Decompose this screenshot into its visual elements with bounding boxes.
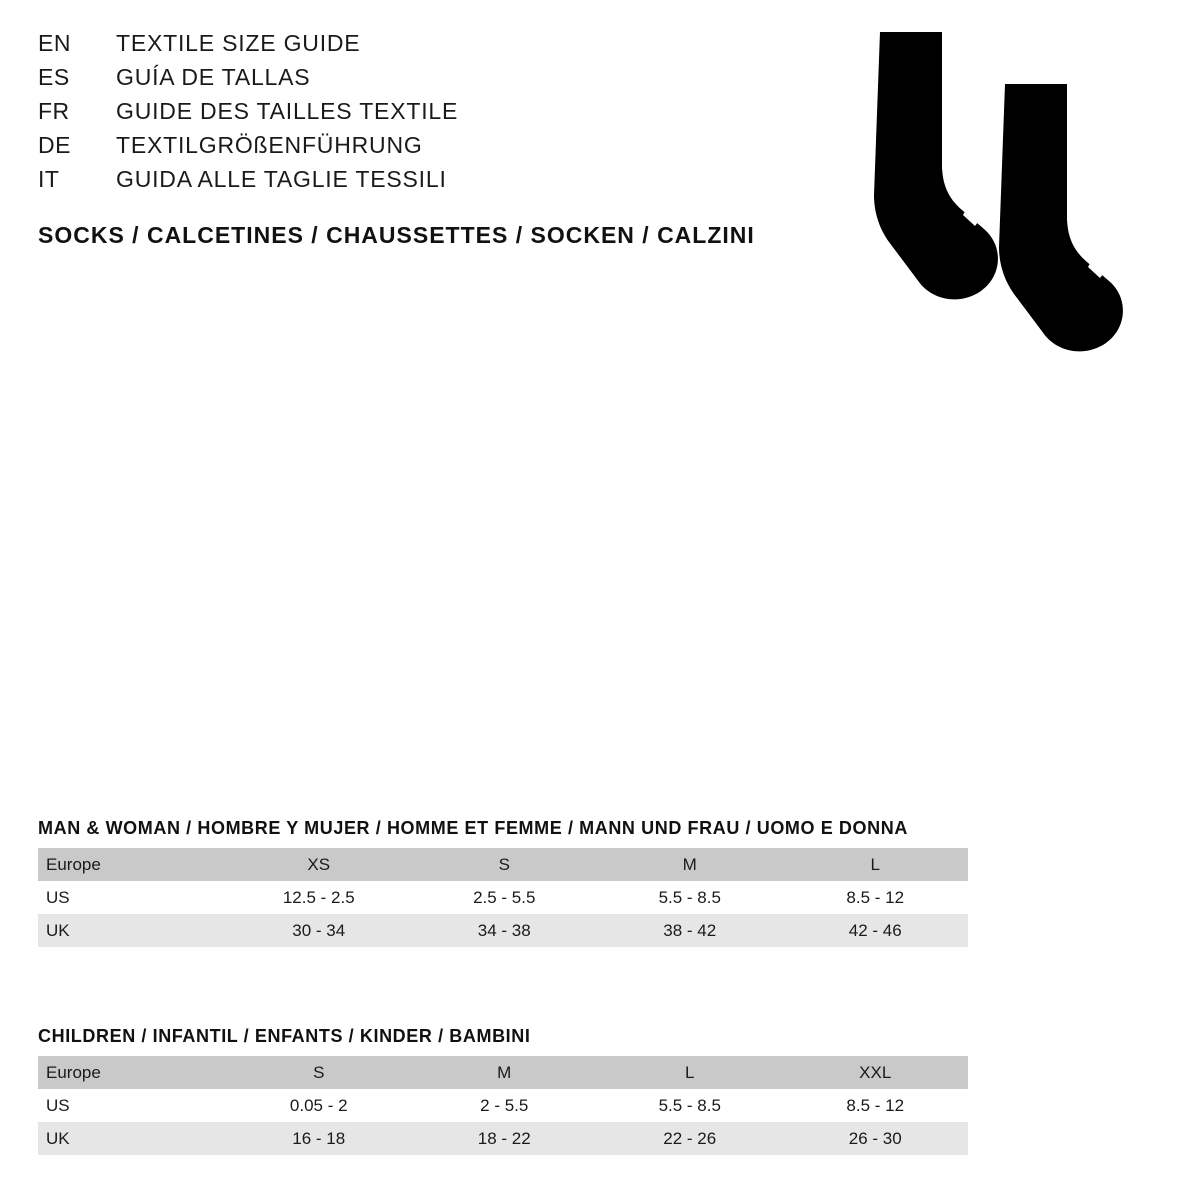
table-cell: S [412, 848, 598, 881]
socks-pair-icon [800, 22, 1140, 362]
row-label: Europe [38, 848, 226, 881]
table-cell: 38 - 42 [597, 914, 783, 947]
row-label: US [38, 881, 226, 914]
table-row [38, 914, 968, 947]
table-cell: L [597, 1056, 783, 1089]
adults-size-table [38, 848, 968, 947]
table-cell: 42 - 46 [783, 914, 969, 947]
table-cell: 0.05 - 2 [226, 1089, 412, 1122]
language-list [38, 30, 758, 200]
table-row [38, 1089, 968, 1122]
adults-size-section [38, 818, 968, 947]
language-label: TEXTILE SIZE GUIDE [116, 30, 361, 56]
language-label: GUÍA DE TALLAS [116, 64, 311, 90]
table-cell: XXL [783, 1056, 969, 1089]
table-cell: 5.5 - 8.5 [597, 1089, 783, 1122]
row-label: UK [38, 914, 226, 947]
language-code: DE [38, 132, 71, 158]
table-row [38, 848, 968, 881]
table-cell: 8.5 - 12 [783, 881, 969, 914]
table-cell: 26 - 30 [783, 1122, 969, 1155]
language-row-fr [38, 98, 758, 132]
table-cell: 8.5 - 12 [783, 1089, 969, 1122]
language-code: FR [38, 98, 70, 124]
children-size-table [38, 1056, 968, 1155]
table-cell: S [226, 1056, 412, 1089]
table-row [38, 881, 968, 914]
children-section-heading: CHILDREN / INFANTIL / ENFANTS / KINDER / BAMBINI [38, 1026, 531, 1046]
table-cell: 2 - 5.5 [412, 1089, 598, 1122]
adults-section-heading: MAN & WOMAN / HOMBRE Y MUJER / HOMME ET FEMME / MANN UND FRAU / UOMO E DONNA [38, 818, 908, 838]
page-title: SOCKS / CALCETINES / CHAUSSETTES / SOCKEN / CALZINI [38, 222, 755, 248]
language-label: TEXTILGRÖßENFÜHRUNG [116, 132, 423, 158]
row-label: Europe [38, 1056, 226, 1089]
table-cell: XS [226, 848, 412, 881]
table-cell: 22 - 26 [597, 1122, 783, 1155]
language-row-de [38, 132, 758, 166]
language-label: GUIDE DES TAILLES TEXTILE [116, 98, 459, 124]
table-cell: 18 - 22 [412, 1122, 598, 1155]
language-code: ES [38, 64, 70, 90]
language-row-es [38, 64, 758, 98]
table-cell: 12.5 - 2.5 [226, 881, 412, 914]
table-cell: 2.5 - 5.5 [412, 881, 598, 914]
table-cell: M [412, 1056, 598, 1089]
language-code: IT [38, 166, 60, 192]
language-code: EN [38, 30, 71, 56]
table-row [38, 1056, 968, 1089]
children-size-section [38, 1026, 968, 1155]
table-cell: 16 - 18 [226, 1122, 412, 1155]
table-row [38, 1122, 968, 1155]
table-cell: 30 - 34 [226, 914, 412, 947]
table-cell: M [597, 848, 783, 881]
row-label: UK [38, 1122, 226, 1155]
table-cell: 5.5 - 8.5 [597, 881, 783, 914]
language-row-en [38, 30, 758, 64]
language-row-it [38, 166, 758, 200]
language-label: GUIDA ALLE TAGLIE TESSILI [116, 166, 447, 192]
table-cell: 34 - 38 [412, 914, 598, 947]
row-label: US [38, 1089, 226, 1122]
table-cell: L [783, 848, 969, 881]
